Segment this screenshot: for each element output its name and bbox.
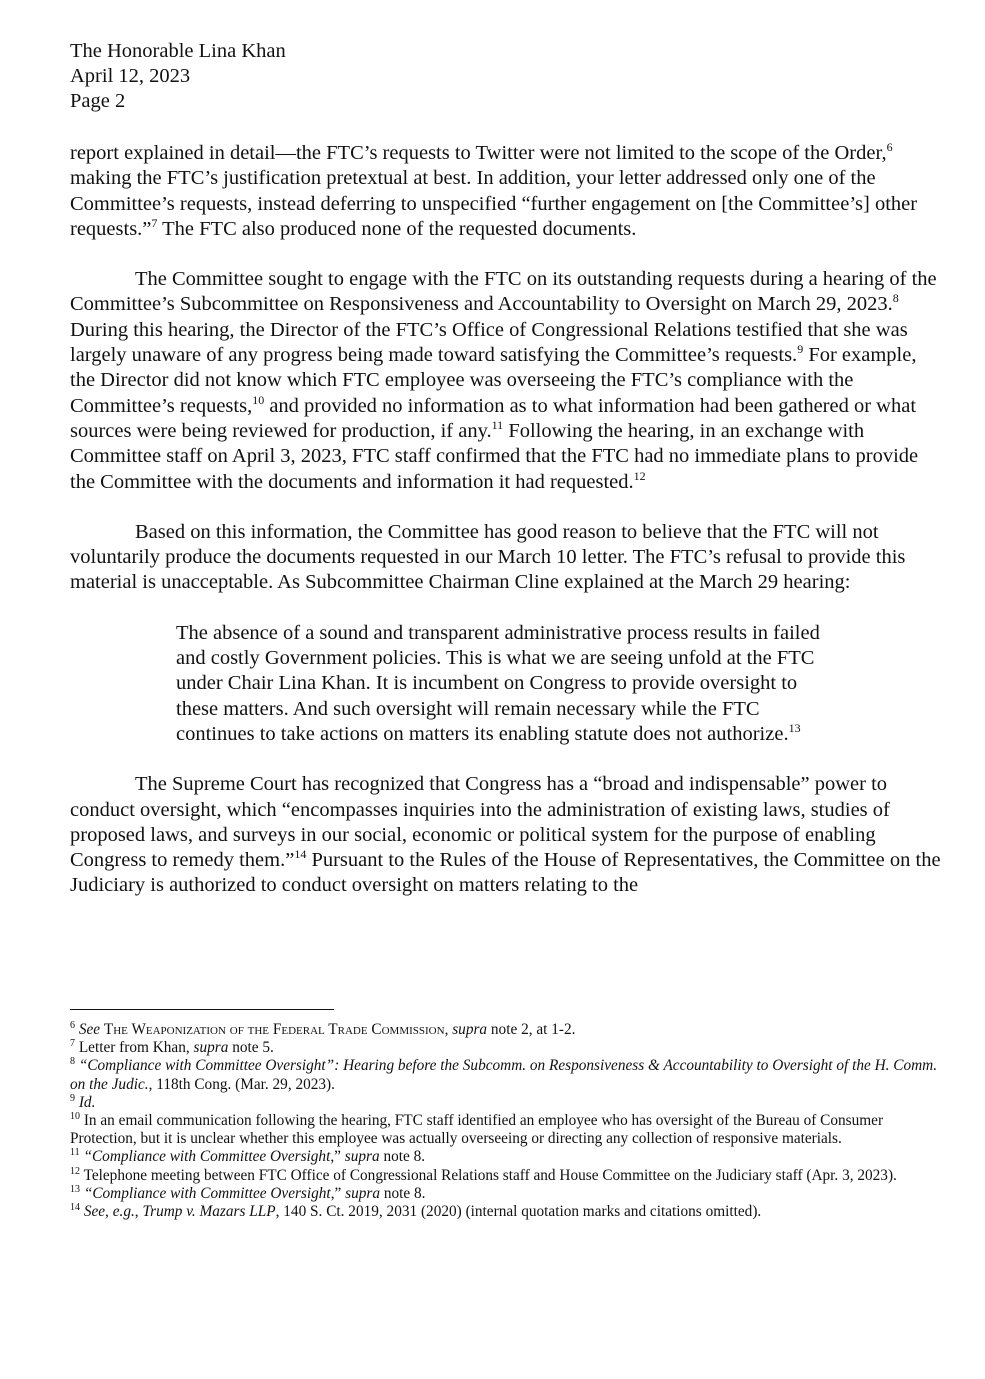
- footnote-text: , 140 S. Ct. 2019, 2031 (2020) (internal quotation marks and citations omitted).: [275, 1203, 762, 1221]
- footnote-text: , 118th Cong. (Mar. 29, 2023).: [148, 1075, 335, 1093]
- page-number: Page 2: [70, 90, 126, 112]
- paragraph-text: For example, the Director did not know which FTC employee was overseeing the FTC’s compliance with the Committee’s requests,: [70, 344, 917, 417]
- paragraph-text: The Supreme Court has recognized that Congress has a “broad and indispensable” power to conduct oversight, which “encompasses inquiries into the administration of existing laws, studies of proposed laws, and surveys in our social, economic or political system for the purpose of enabling Congress to remedy them.”: [70, 773, 890, 872]
- footnote-11: [70, 1148, 950, 1166]
- footnote-text: In an email communication following the hearing, FTC staff identified an employee who has oversight of the Bureau of Consumer Protection, but it is unclear whether this employee was actually overseeing or directing any collection of responsive materials.: [70, 1112, 884, 1148]
- signal: See: [78, 1021, 101, 1038]
- footnote-ref: 6: [886, 140, 893, 154]
- footnote-text: note 2, at 1-2.: [487, 1021, 576, 1038]
- recipient-line: The Honorable Lina Khan: [70, 40, 286, 62]
- footnote-ref: 14: [294, 847, 307, 862]
- footnote-ref: 13: [788, 720, 801, 735]
- footnote-text: Letter from Khan,: [78, 1039, 194, 1057]
- paragraph-text: The Committee sought to engage with the FTC on its outstanding requests during a hearing of the Committee’s Subcommittee on Responsiveness and Accountability to Oversight on March 29, 2023.: [70, 268, 937, 316]
- paragraph-text: and provided no information as to what information had been gathered or what sources were being reviewed for production, if any.: [70, 394, 917, 442]
- footnote-9: [70, 1094, 950, 1112]
- footnote-ref: 7: [151, 215, 158, 230]
- paragraph-text: The FTC also produced none of the requested documents.: [157, 217, 637, 240]
- footnote-number: 13: [70, 1183, 80, 1195]
- supra: supra: [344, 1148, 380, 1166]
- letter-body: [70, 141, 942, 924]
- paragraph-1: [70, 141, 942, 242]
- paragraph-text: During this hearing, the Director of the FTC’s Office of Congressional Relations testified that she was largely unaware of any progress being made toward satisfying the Committee’s requests.: [70, 318, 908, 367]
- footnote-7: [70, 1039, 950, 1057]
- footnote-number: 11: [70, 1147, 80, 1159]
- footnote-text: ,”: [330, 1184, 346, 1202]
- footnote-ref: 11: [491, 417, 504, 432]
- footnote-10: [70, 1112, 950, 1148]
- paragraph-text: Following the hearing, in an exchange with Committee staff on April 3, 2023, FTC staff confirmed that the FTC had no immediate plans to provide the Committee with the documents and information it had requested.: [70, 419, 919, 493]
- paragraph-text: Pursuant to the Rules of the House of Representatives, the Committee on the Judiciary is authorized to conduct oversight on matters relating to the: [70, 849, 941, 897]
- report-title: The Weaponization of the Federal Trade Commission: [103, 1021, 445, 1038]
- footnote-text: Id.: [78, 1093, 96, 1111]
- footnote-number: 10: [70, 1111, 80, 1123]
- footnote-text: note 8.: [380, 1184, 426, 1202]
- supra: supra: [452, 1021, 488, 1038]
- footnote-text: note 8.: [379, 1148, 426, 1166]
- footnote-text: ,”: [330, 1148, 345, 1166]
- footnote-12: [70, 1167, 950, 1185]
- paragraph-4: [70, 772, 942, 898]
- quote-text: The absence of a sound and transparent administrative process results in failed and costly Government policies. This is what we are seeing unfold at the FTC under Chair Lina Khan. It is incumbent on Congress to provide oversight to these matters. And such oversight will remain necessary while the FTC continues to take actions on matters its enabling statute does not authorize.: [176, 621, 820, 745]
- footnote-divider: [70, 1009, 334, 1010]
- footnote-number: 8: [70, 1056, 75, 1068]
- footnote-14: [70, 1203, 950, 1221]
- footnote-text: ,: [134, 1203, 143, 1221]
- footnote-ref: 10: [252, 392, 265, 407]
- footnote-ref: 8: [892, 291, 899, 306]
- footnote-text: note 5.: [228, 1039, 274, 1057]
- paragraph-2: [70, 267, 942, 495]
- footnote-number: 12: [70, 1165, 80, 1177]
- paragraph-text: report explained in detail—the FTC’s requests to Twitter were not limited to the scope of the Order,: [70, 142, 887, 164]
- paragraph-text: making the FTC’s justification pretextual at best. In addition, your letter addressed only one of the Committee’s requests, instead deferring to unspecified “further engagement on [the Committee’s] other requests.”: [70, 167, 918, 240]
- hearing-title: “Compliance with Committee Oversight: [83, 1148, 331, 1166]
- footnote-number: 6: [70, 1020, 75, 1031]
- hearing-title: “Compliance with Committee Oversight”: Hearing before the Subcomm. on Responsiveness & Accountability to Oversight of the H. Comm. on the Judic.: [70, 1057, 938, 1093]
- paragraph-text: Based on this information, the Committee has good reason to believe that the FTC will not voluntarily produce the documents requested in our March 10 letter. The FTC’s refusal to provide this material is unacceptable. As Subcommittee Chairman Cline explained at the March 29 hearing:: [70, 520, 906, 594]
- case-name: Trump v. Mazars LLP: [142, 1203, 276, 1221]
- footnotes: [70, 1021, 950, 1221]
- paragraph-3: [70, 520, 942, 596]
- block-quote: [176, 621, 836, 747]
- supra: supra: [345, 1184, 380, 1202]
- hearing-title: “Compliance with Committee Oversight: [83, 1184, 331, 1202]
- footnote-6: [70, 1021, 950, 1039]
- signal: See, e.g.: [83, 1203, 135, 1221]
- date-line: April 12, 2023: [70, 65, 191, 87]
- footnote-ref: 12: [633, 468, 646, 483]
- letter-header: [70, 39, 286, 114]
- footnote-8: [70, 1057, 950, 1093]
- footnote-text: ,: [444, 1021, 453, 1038]
- footnote-13: [70, 1185, 950, 1203]
- footnote-number: 7: [70, 1038, 75, 1050]
- footnote-number: 9: [70, 1092, 75, 1104]
- footnote-text: Telephone meeting between FTC Office of Congressional Relations staff and House Committee on the Judiciary staff (Apr. 3, 2023).: [83, 1166, 897, 1184]
- footnote-ref: 9: [797, 342, 804, 357]
- footnote-number: 14: [70, 1202, 80, 1214]
- supra: supra: [193, 1039, 229, 1057]
